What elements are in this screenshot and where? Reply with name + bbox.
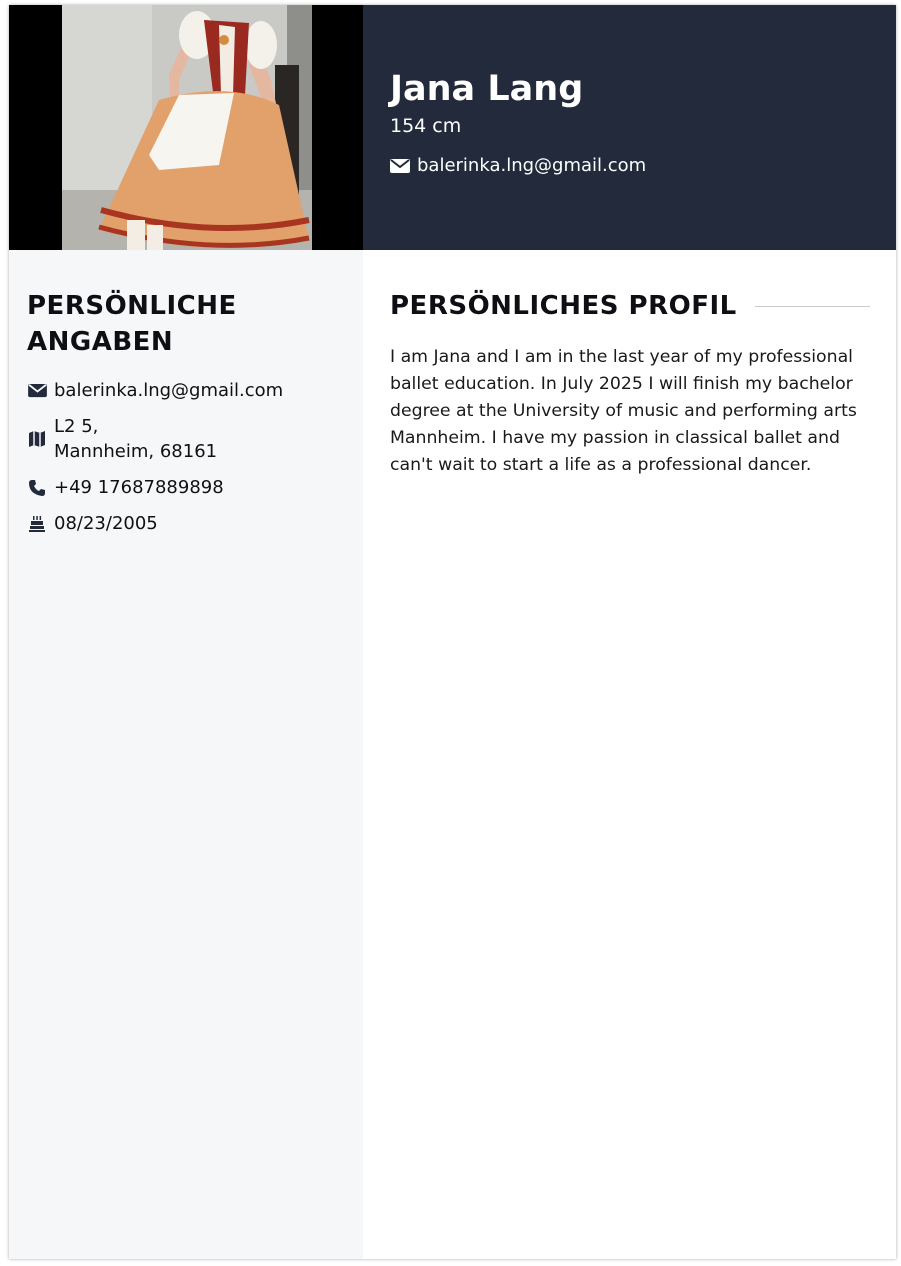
contact-email bbox=[27, 378, 283, 403]
resume-header bbox=[9, 5, 896, 250]
address-block bbox=[54, 414, 217, 464]
person-height: 154 cm bbox=[390, 115, 462, 137]
sidebar bbox=[9, 250, 363, 1259]
contact-address bbox=[27, 414, 283, 464]
map-icon bbox=[27, 429, 47, 449]
contact-birthday-text: 08/23/2005 bbox=[54, 513, 158, 534]
header-info bbox=[390, 67, 646, 176]
contact-phone bbox=[27, 475, 283, 500]
contact-list bbox=[27, 378, 283, 547]
contact-birthday bbox=[27, 511, 283, 536]
contact-email-text[interactable]: balerinka.lng@gmail.com bbox=[54, 380, 284, 401]
header-email-text[interactable]: balerinka.lng@gmail.com bbox=[417, 155, 647, 176]
phone-icon bbox=[27, 478, 47, 498]
address-line-1: L2 5, bbox=[54, 416, 99, 437]
profile-title: PERSÖNLICHES PROFIL bbox=[390, 291, 737, 321]
envelope-icon bbox=[27, 381, 47, 401]
profile-description: I am Jana and I am in the last year of my professional ballet education. In July 2025 I will finish my bachelor degree at the University of music and performing arts Mannheim. I have my passion in classical ballet and can't wait to start a life as a professional dancer. bbox=[390, 347, 857, 475]
header-email-row bbox=[390, 155, 646, 176]
birthday-cake-icon bbox=[27, 514, 47, 534]
resume-page bbox=[9, 5, 896, 1259]
address-line-2: Mannheim, 68161 bbox=[54, 441, 218, 462]
contact-phone-text[interactable]: +49 17687889898 bbox=[54, 477, 224, 498]
profile-photo bbox=[9, 5, 363, 250]
envelope-icon bbox=[390, 158, 410, 174]
personal-details-title: PERSÖNLICHE ANGABEN bbox=[27, 291, 237, 357]
section-divider bbox=[755, 306, 870, 307]
profile-section-header bbox=[390, 288, 870, 324]
person-name: Jana Lang bbox=[390, 69, 584, 109]
ballet-dancer-photo bbox=[9, 5, 363, 250]
